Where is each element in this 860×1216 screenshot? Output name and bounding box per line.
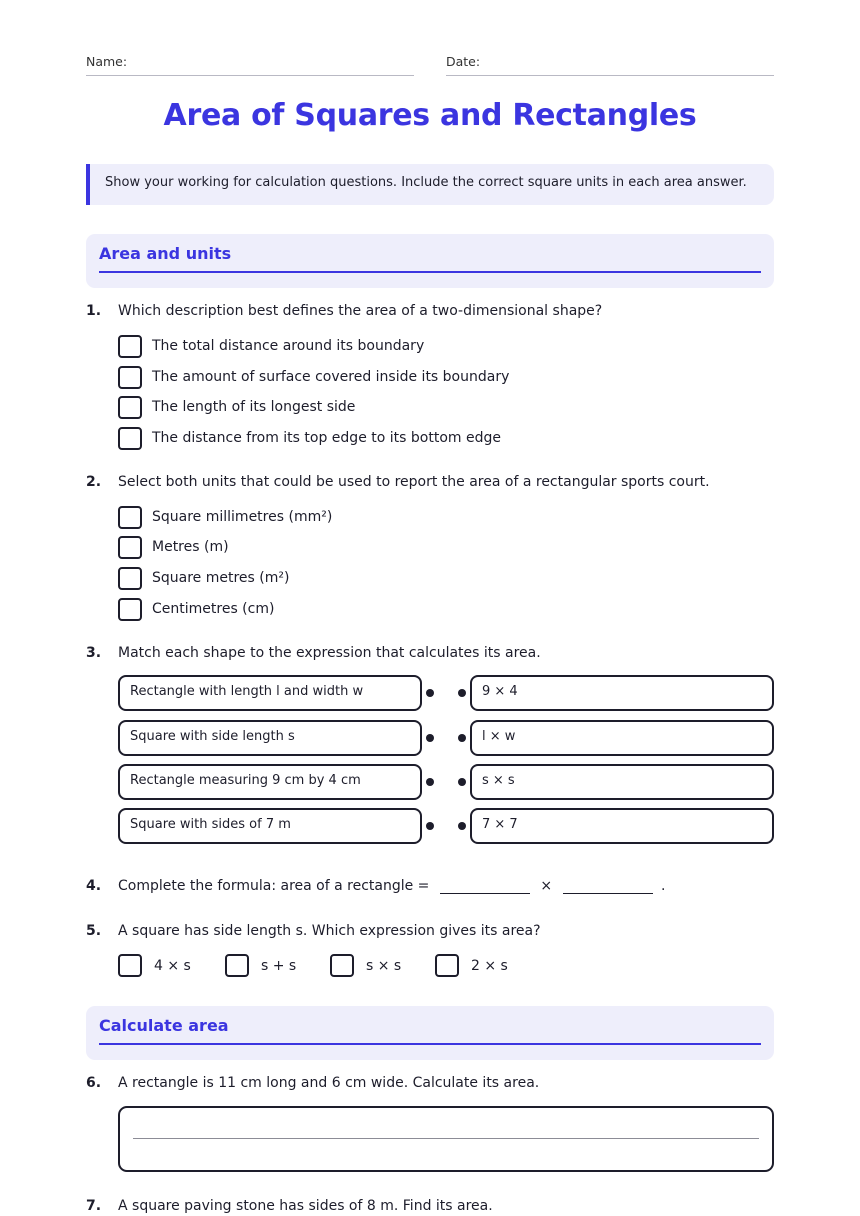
checkbox[interactable] bbox=[118, 396, 142, 419]
option-label: Square metres (m²) bbox=[152, 570, 290, 586]
question-number: 3. bbox=[86, 645, 102, 661]
instructions-callout: Show your working for calculation questions. Include the correct square units in each area answer. bbox=[86, 164, 774, 205]
match-right-connector-dot[interactable] bbox=[458, 778, 466, 786]
checkbox[interactable] bbox=[118, 598, 142, 621]
option-label: Metres (m) bbox=[152, 539, 229, 555]
name-field[interactable] bbox=[86, 54, 414, 76]
question-number: 4. bbox=[86, 878, 102, 894]
match-left-connector-dot[interactable] bbox=[426, 689, 434, 697]
section-header-area-and-units bbox=[86, 234, 774, 288]
q1-option-1[interactable] bbox=[118, 334, 424, 358]
option-label: s × s bbox=[366, 957, 402, 974]
q6-answer-box[interactable] bbox=[118, 1106, 774, 1172]
q5-option-4[interactable] bbox=[435, 954, 508, 977]
page-title: Area of Squares and Rectangles bbox=[163, 98, 697, 133]
question-number: 7. bbox=[86, 1198, 102, 1214]
q1-option-3[interactable] bbox=[118, 395, 355, 419]
question-number: 5. bbox=[86, 923, 102, 939]
match-left-item-2[interactable]: Square with side length s bbox=[118, 720, 422, 756]
checkbox[interactable] bbox=[118, 506, 142, 529]
option-label: s + s bbox=[261, 957, 297, 974]
checkbox[interactable] bbox=[118, 427, 142, 450]
section-rule bbox=[99, 271, 761, 273]
question-text: Select both units that could be used to report the area of a rectangular sports court. bbox=[118, 474, 710, 490]
q1-option-4[interactable] bbox=[118, 426, 501, 450]
checkbox[interactable] bbox=[118, 567, 142, 590]
formula-end: . bbox=[660, 878, 666, 894]
question-text: Which description best defines the area of a two-dimensional shape? bbox=[118, 303, 603, 319]
section-rule bbox=[99, 1043, 761, 1045]
match-right-connector-dot[interactable] bbox=[458, 689, 466, 697]
q5-option-2[interactable] bbox=[225, 954, 330, 977]
date-field[interactable] bbox=[446, 54, 774, 76]
question-number: 2. bbox=[86, 474, 102, 490]
option-label: Centimetres (cm) bbox=[152, 601, 275, 617]
question-text: A square paving stone has sides of 8 m. Find its area. bbox=[118, 1198, 493, 1214]
option-label: 4 × s bbox=[154, 957, 191, 974]
option-label: The distance from its top edge to its bottom edge bbox=[152, 430, 501, 446]
blank-answer-2[interactable] bbox=[563, 880, 653, 894]
section-header-calculate-area bbox=[86, 1006, 774, 1060]
section-title: Area and units bbox=[99, 244, 232, 263]
question-text-wrapper bbox=[118, 878, 665, 894]
checkbox[interactable] bbox=[225, 954, 249, 977]
date-label: Date: bbox=[446, 54, 481, 69]
q1-option-2[interactable] bbox=[118, 365, 509, 389]
answer-line bbox=[133, 1138, 759, 1139]
section-title: Calculate area bbox=[99, 1016, 229, 1035]
q2-option-1[interactable] bbox=[118, 505, 332, 529]
checkbox[interactable] bbox=[118, 335, 142, 358]
question-text: A rectangle is 11 cm long and 6 cm wide. Calculate its area. bbox=[118, 1075, 540, 1091]
checkbox[interactable] bbox=[435, 954, 459, 977]
checkbox[interactable] bbox=[118, 954, 142, 977]
match-left-connector-dot[interactable] bbox=[426, 822, 434, 830]
option-label: Square millimetres (mm²) bbox=[152, 509, 333, 525]
q5-option-3[interactable] bbox=[330, 954, 435, 977]
name-label: Name: bbox=[86, 54, 128, 69]
blank-answer-1[interactable] bbox=[440, 880, 530, 894]
option-label: The total distance around its boundary bbox=[152, 338, 425, 354]
checkbox[interactable] bbox=[118, 536, 142, 559]
times-operator: × bbox=[540, 878, 553, 894]
question-text: Match each shape to the expression that calculates its area. bbox=[118, 645, 541, 661]
match-right-connector-dot[interactable] bbox=[458, 822, 466, 830]
q2-option-4[interactable] bbox=[118, 597, 274, 621]
option-label: 2 × s bbox=[471, 957, 508, 974]
match-left-item-3[interactable]: Rectangle measuring 9 cm by 4 cm bbox=[118, 764, 422, 800]
checkbox[interactable] bbox=[330, 954, 354, 977]
option-label: The amount of surface covered inside its boundary bbox=[152, 369, 510, 385]
option-label: The length of its longest side bbox=[152, 399, 356, 415]
match-left-connector-dot[interactable] bbox=[426, 778, 434, 786]
q2-option-3[interactable] bbox=[118, 566, 289, 590]
q5-options bbox=[118, 954, 508, 977]
match-right-connector-dot[interactable] bbox=[458, 734, 466, 742]
match-right-item-2[interactable]: l × w bbox=[470, 720, 774, 756]
question-text: A square has side length s. Which expression gives its area? bbox=[118, 923, 541, 939]
match-right-item-3[interactable]: s × s bbox=[470, 764, 774, 800]
q5-option-1[interactable] bbox=[118, 954, 225, 977]
q2-option-2[interactable] bbox=[118, 535, 229, 559]
question-number: 6. bbox=[86, 1075, 102, 1091]
match-left-connector-dot[interactable] bbox=[426, 734, 434, 742]
match-right-item-4[interactable]: 7 × 7 bbox=[470, 808, 774, 844]
match-left-item-1[interactable]: Rectangle with length l and width w bbox=[118, 675, 422, 711]
checkbox[interactable] bbox=[118, 366, 142, 389]
question-text: Complete the formula: area of a rectangle = bbox=[118, 878, 430, 894]
match-left-item-4[interactable]: Square with sides of 7 m bbox=[118, 808, 422, 844]
match-right-item-1[interactable]: 9 × 4 bbox=[470, 675, 774, 711]
question-number: 1. bbox=[86, 303, 102, 319]
header-fields bbox=[86, 54, 774, 76]
